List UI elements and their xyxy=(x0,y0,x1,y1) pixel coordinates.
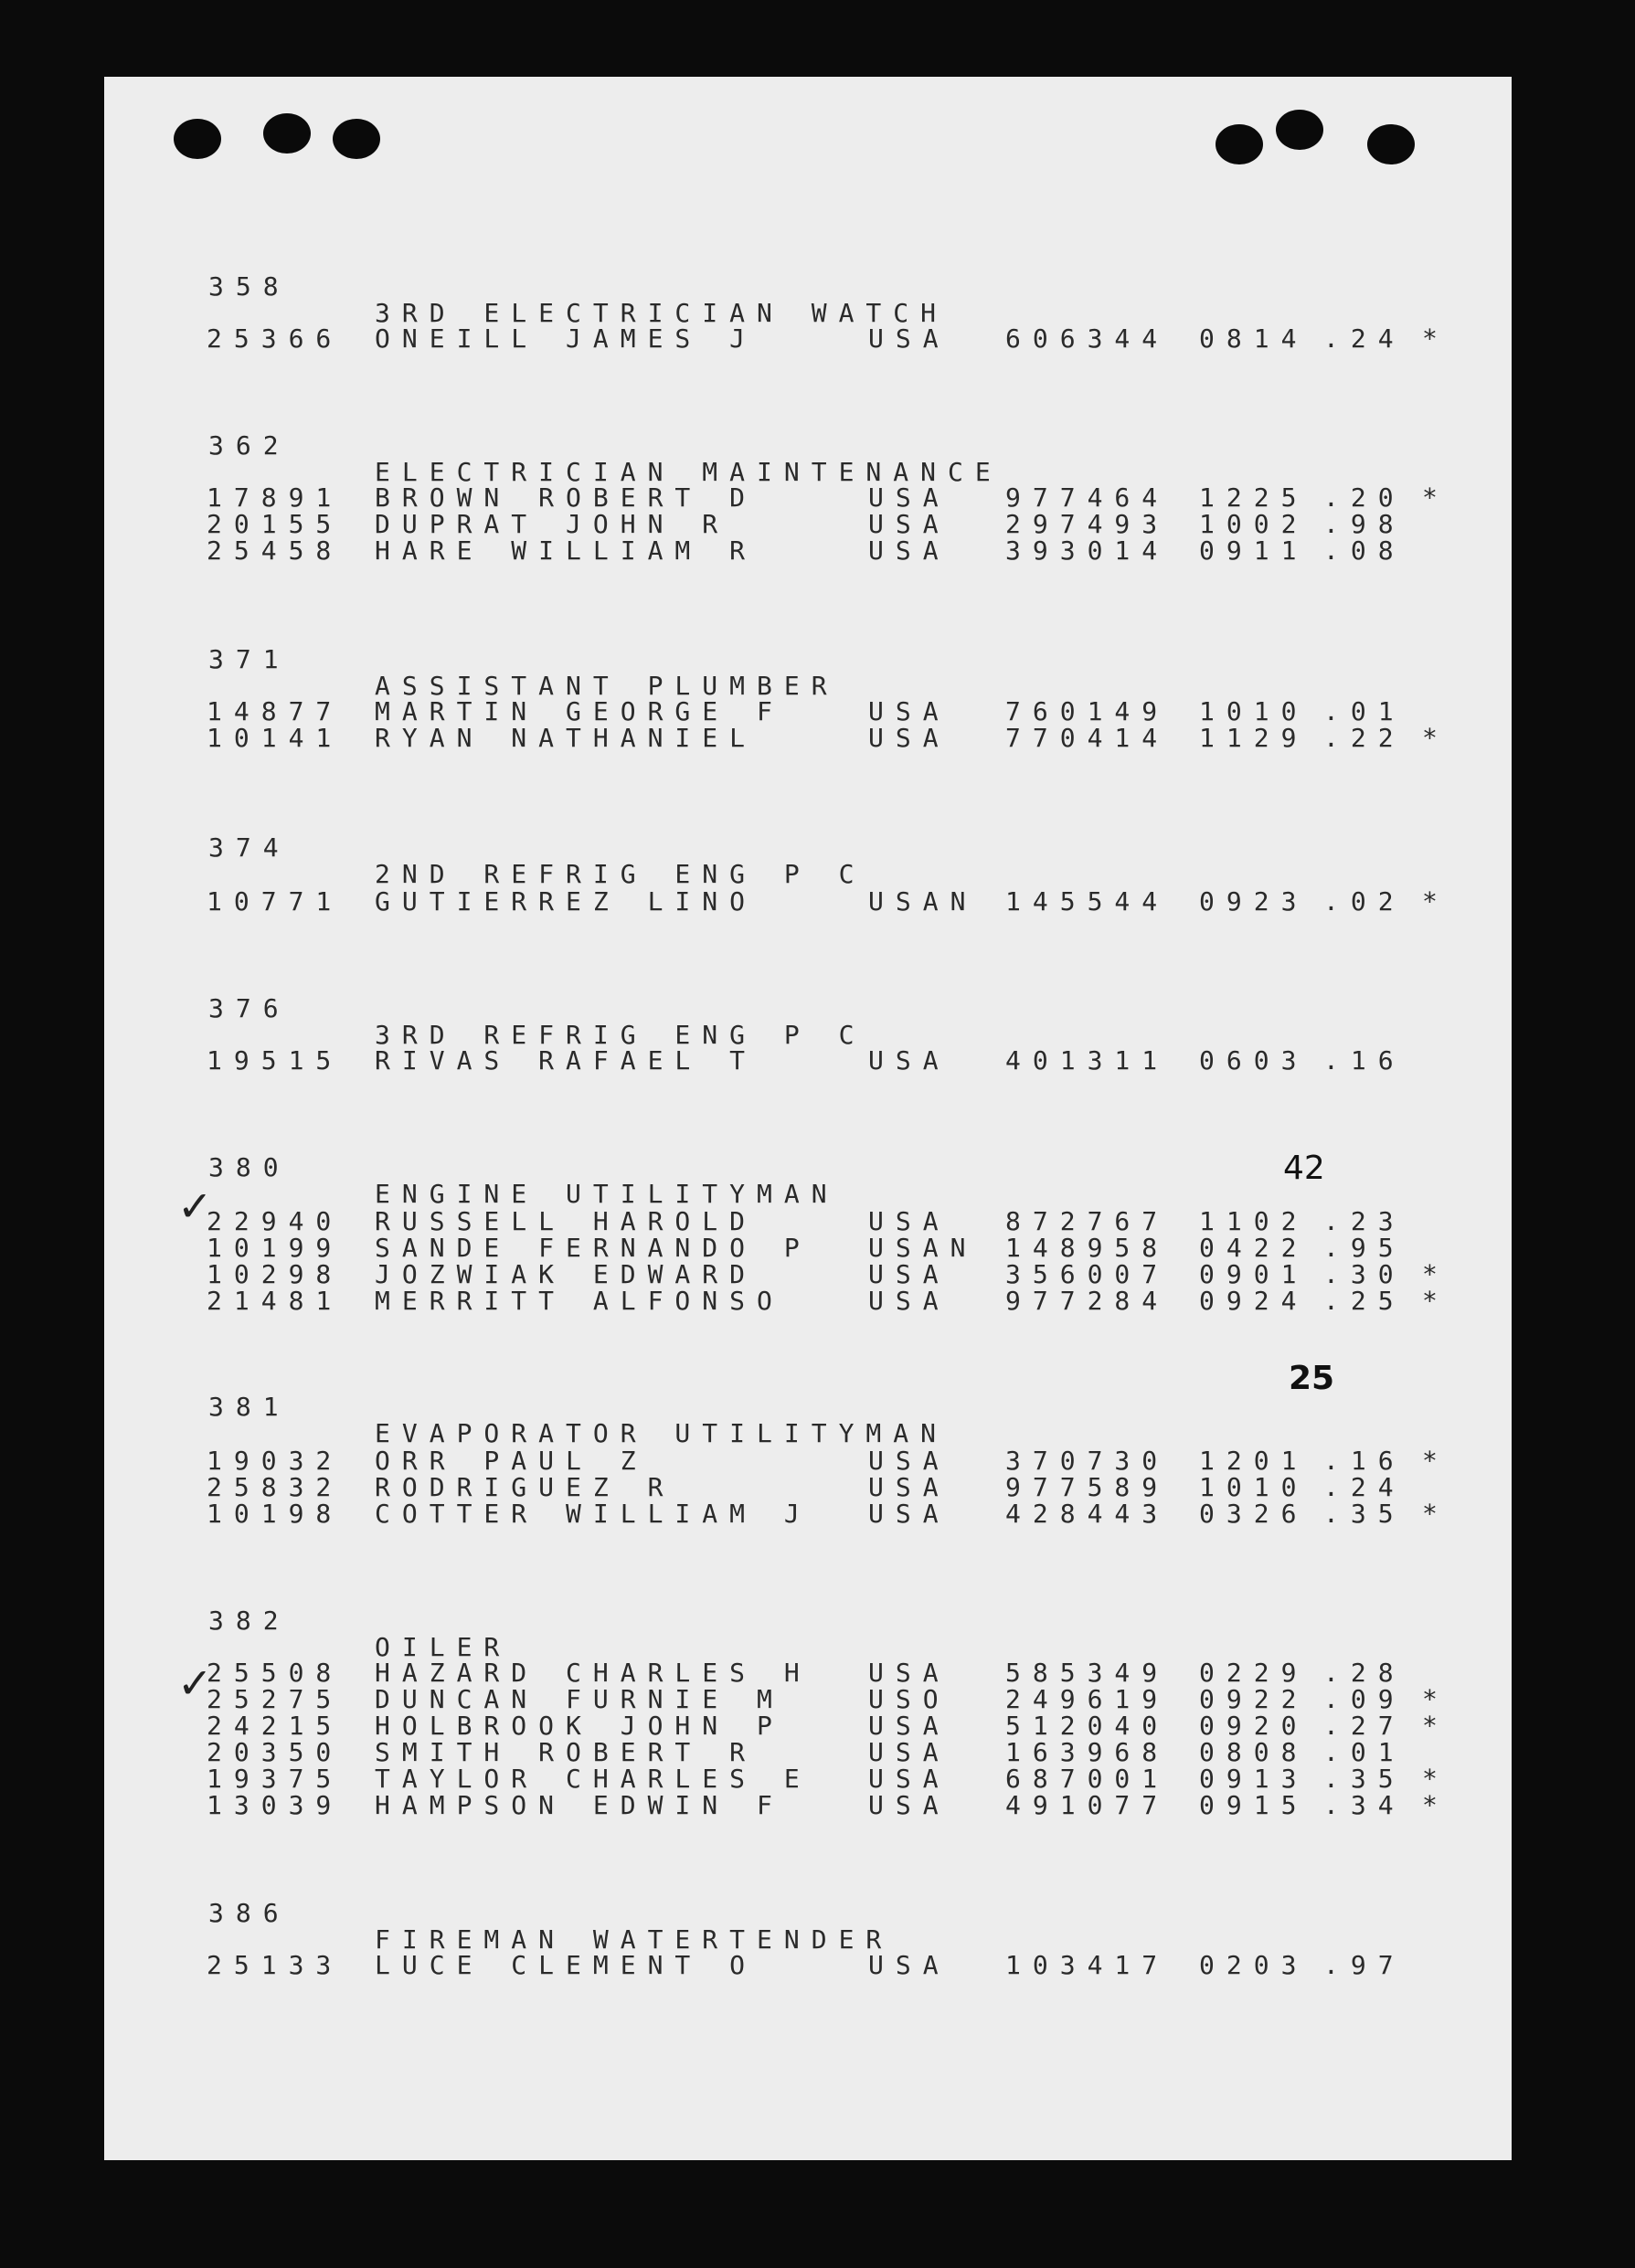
citizenship: USA xyxy=(868,1658,950,1688)
id-number: 977464 xyxy=(1005,482,1170,513)
citizenship: USA xyxy=(868,1259,950,1289)
citizenship: USA xyxy=(868,1950,950,1980)
section-title: FIREMAN WATERTENDER xyxy=(375,1924,894,1955)
date-code: 0923 xyxy=(1199,886,1309,917)
citizenship: USAN xyxy=(868,886,978,917)
rate-value: .09 xyxy=(1323,1684,1406,1714)
id-number: 585349 xyxy=(1005,1658,1170,1688)
record-number: 24215 xyxy=(207,1711,344,1741)
date-code: 0203 xyxy=(1199,1950,1309,1980)
rate-value: .27 xyxy=(1323,1711,1406,1741)
citizenship: USA xyxy=(868,1711,950,1741)
rate-value: .02 xyxy=(1323,886,1406,917)
record-number: 25458 xyxy=(207,535,344,566)
date-code: 0603 xyxy=(1199,1045,1309,1076)
person-name: COTTER WILLIAM J xyxy=(375,1499,812,1529)
section-code: 371 xyxy=(208,644,291,674)
person-name: SANDE FERNANDO P xyxy=(375,1233,812,1263)
person-name: HARE WILLIAM R xyxy=(375,535,758,566)
section-code: 386 xyxy=(208,1898,291,1928)
record-number: 25366 xyxy=(207,323,344,354)
asterisk-flag: * xyxy=(1422,1711,1438,1741)
record-number: 22940 xyxy=(207,1206,344,1236)
person-name: ORR PAUL Z xyxy=(375,1446,648,1476)
id-number: 249619 xyxy=(1005,1684,1170,1714)
person-name: HOLBROOK JOHN P xyxy=(375,1711,784,1741)
section-title: ASSISTANT PLUMBER xyxy=(375,671,839,701)
record-number: 25832 xyxy=(207,1472,344,1502)
citizenship: USA xyxy=(868,1045,950,1076)
id-number: 977589 xyxy=(1005,1472,1170,1502)
person-name: GUTIERREZ LINO xyxy=(375,886,758,917)
date-code: 1010 xyxy=(1199,1472,1309,1502)
id-number: 401311 xyxy=(1005,1045,1170,1076)
id-number: 297493 xyxy=(1005,509,1170,539)
citizenship: USA xyxy=(868,1286,950,1316)
section-title: 3RD ELECTRICIAN WATCH xyxy=(375,298,949,328)
date-code: 0913 xyxy=(1199,1764,1309,1794)
record-number: 10298 xyxy=(207,1259,344,1289)
citizenship: USA xyxy=(868,535,950,566)
rate-value: .24 xyxy=(1323,1472,1406,1502)
person-name: MERRITT ALFONSO xyxy=(375,1286,784,1316)
citizenship: USA xyxy=(868,1764,950,1794)
stamped-mark-25: 25 xyxy=(1289,1360,1335,1397)
date-code: 0814 xyxy=(1199,323,1309,354)
asterisk-flag: * xyxy=(1422,1499,1438,1529)
rate-value: .24 xyxy=(1323,323,1406,354)
citizenship: USA xyxy=(868,1446,950,1476)
person-name: DUPRAT JOHN R xyxy=(375,509,730,539)
citizenship: USA xyxy=(868,323,950,354)
asterisk-flag: * xyxy=(1422,323,1438,354)
rate-value: .16 xyxy=(1323,1045,1406,1076)
record-number: 14877 xyxy=(207,696,344,726)
person-name: DUNCAN FURNIE M xyxy=(375,1684,784,1714)
section-title: EVAPORATOR UTILITYMAN xyxy=(375,1418,949,1448)
id-number: 687001 xyxy=(1005,1764,1170,1794)
person-name: RODRIGUEZ R xyxy=(375,1472,675,1502)
person-name: BROWN ROBERT D xyxy=(375,482,758,513)
section-code: 358 xyxy=(208,271,291,302)
asterisk-flag: * xyxy=(1422,1790,1438,1820)
rate-value: .35 xyxy=(1323,1499,1406,1529)
section-title: ENGINE UTILITYMAN xyxy=(375,1179,839,1209)
citizenship: USA xyxy=(868,509,950,539)
date-code: 1010 xyxy=(1199,696,1309,726)
id-number: 103417 xyxy=(1005,1950,1170,1980)
person-name: JOZWIAK EDWARD xyxy=(375,1259,758,1289)
record-number: 25133 xyxy=(207,1950,344,1980)
asterisk-flag: * xyxy=(1422,1259,1438,1289)
record-number: 21481 xyxy=(207,1286,344,1316)
person-name: HAZARD CHARLES H xyxy=(375,1658,812,1688)
record-number: 10141 xyxy=(207,723,344,753)
citizenship: USA xyxy=(868,696,950,726)
rate-value: .98 xyxy=(1323,509,1406,539)
record-number: 10199 xyxy=(207,1233,344,1263)
person-name: SMITH ROBERT R xyxy=(375,1737,758,1767)
date-code: 0920 xyxy=(1199,1711,1309,1741)
id-number: 977284 xyxy=(1005,1286,1170,1316)
record-number: 10198 xyxy=(207,1499,344,1529)
person-name: MARTIN GEORGE F xyxy=(375,696,784,726)
id-number: 163968 xyxy=(1005,1737,1170,1767)
rate-value: .20 xyxy=(1323,482,1406,513)
citizenship: USA xyxy=(868,1499,950,1529)
date-code: 0901 xyxy=(1199,1259,1309,1289)
citizenship: USA xyxy=(868,723,950,753)
asterisk-flag: * xyxy=(1422,1286,1438,1316)
citizenship: USA xyxy=(868,1790,950,1820)
id-number: 512040 xyxy=(1005,1711,1170,1741)
id-number: 491077 xyxy=(1005,1790,1170,1820)
date-code: 1129 xyxy=(1199,723,1309,753)
rate-value: .30 xyxy=(1323,1259,1406,1289)
rate-value: .97 xyxy=(1323,1950,1406,1980)
table-row xyxy=(104,1950,1406,2190)
date-code: 0922 xyxy=(1199,1684,1309,1714)
date-code: 0808 xyxy=(1199,1737,1309,1767)
id-number: 428443 xyxy=(1005,1499,1170,1529)
record-number: 25508 xyxy=(207,1658,344,1688)
asterisk-flag: * xyxy=(1422,1446,1438,1476)
date-code: 1002 xyxy=(1199,509,1309,539)
citizenship: USA xyxy=(868,1472,950,1502)
rate-value: .34 xyxy=(1323,1790,1406,1820)
id-number: 370730 xyxy=(1005,1446,1170,1476)
date-code: 0326 xyxy=(1199,1499,1309,1529)
asterisk-flag: * xyxy=(1422,723,1438,753)
section-code: 374 xyxy=(208,832,291,863)
date-code: 1225 xyxy=(1199,482,1309,513)
section-code: 381 xyxy=(208,1392,291,1422)
id-number: 145544 xyxy=(1005,886,1170,917)
asterisk-flag: * xyxy=(1422,886,1438,917)
record-number: 20155 xyxy=(207,509,344,539)
section-code: 380 xyxy=(208,1152,291,1182)
payroll-listing xyxy=(104,77,1512,2160)
citizenship: USA xyxy=(868,1206,950,1236)
person-name: RYAN NATHANIEL xyxy=(375,723,758,753)
person-name: LUCE CLEMENT O xyxy=(375,1950,758,1980)
person-name: RIVAS RAFAEL T xyxy=(375,1045,758,1076)
record-number: 25275 xyxy=(207,1684,344,1714)
date-code: 0924 xyxy=(1199,1286,1309,1316)
section-code: 382 xyxy=(208,1606,291,1636)
id-number: 872767 xyxy=(1005,1206,1170,1236)
section-code: 362 xyxy=(208,430,291,461)
date-code: 0422 xyxy=(1199,1233,1309,1263)
id-number: 760149 xyxy=(1005,696,1170,726)
rate-value: .23 xyxy=(1323,1206,1406,1236)
id-number: 148958 xyxy=(1005,1233,1170,1263)
id-number: 356007 xyxy=(1005,1259,1170,1289)
id-number: 393014 xyxy=(1005,535,1170,566)
id-number: 606344 xyxy=(1005,323,1170,354)
record-number: 20350 xyxy=(207,1737,344,1767)
rate-value: .01 xyxy=(1323,696,1406,726)
person-name: RUSSELL HAROLD xyxy=(375,1206,758,1236)
person-name: HAMPSON EDWIN F xyxy=(375,1790,784,1820)
citizenship: USA xyxy=(868,482,950,513)
section-title: OILER xyxy=(375,1632,512,1662)
checkmark-icon: ✓ xyxy=(177,1182,213,1231)
id-number: 770414 xyxy=(1005,723,1170,753)
rate-value: .35 xyxy=(1323,1764,1406,1794)
citizenship: USO xyxy=(868,1684,950,1714)
checkmark-icon: ✓ xyxy=(177,1659,213,1708)
record-number: 19515 xyxy=(207,1045,344,1076)
date-code: 0915 xyxy=(1199,1790,1309,1820)
record-number: 17891 xyxy=(207,482,344,513)
section-title: ELECTRICIAN MAINTENANCE xyxy=(375,457,1003,487)
person-name: TAYLOR CHARLES E xyxy=(375,1764,812,1794)
record-number: 19375 xyxy=(207,1764,344,1794)
section-title: 2ND REFRIG ENG P C xyxy=(375,859,866,889)
rate-value: .95 xyxy=(1323,1233,1406,1263)
date-code: 1201 xyxy=(1199,1446,1309,1476)
record-number: 10771 xyxy=(207,886,344,917)
date-code: 1102 xyxy=(1199,1206,1309,1236)
person-name: ONEILL JAMES J xyxy=(375,323,758,354)
rate-value: .28 xyxy=(1323,1658,1406,1688)
rate-value: .22 xyxy=(1323,723,1406,753)
asterisk-flag: * xyxy=(1422,482,1438,513)
record-number: 13039 xyxy=(207,1790,344,1820)
date-code: 0911 xyxy=(1199,535,1309,566)
rate-value: .16 xyxy=(1323,1446,1406,1476)
section-title: 3RD REFRIG ENG P C xyxy=(375,1020,866,1050)
rate-value: .25 xyxy=(1323,1286,1406,1316)
asterisk-flag: * xyxy=(1422,1764,1438,1794)
record-number: 19032 xyxy=(207,1446,344,1476)
section-code: 376 xyxy=(208,993,291,1023)
rate-value: .08 xyxy=(1323,535,1406,566)
date-code: 0229 xyxy=(1199,1658,1309,1688)
rate-value: .01 xyxy=(1323,1737,1406,1767)
citizenship: USAN xyxy=(868,1233,978,1263)
handwritten-mark-42: 42 xyxy=(1283,1150,1325,1187)
asterisk-flag: * xyxy=(1422,1684,1438,1714)
citizenship: USA xyxy=(868,1737,950,1767)
